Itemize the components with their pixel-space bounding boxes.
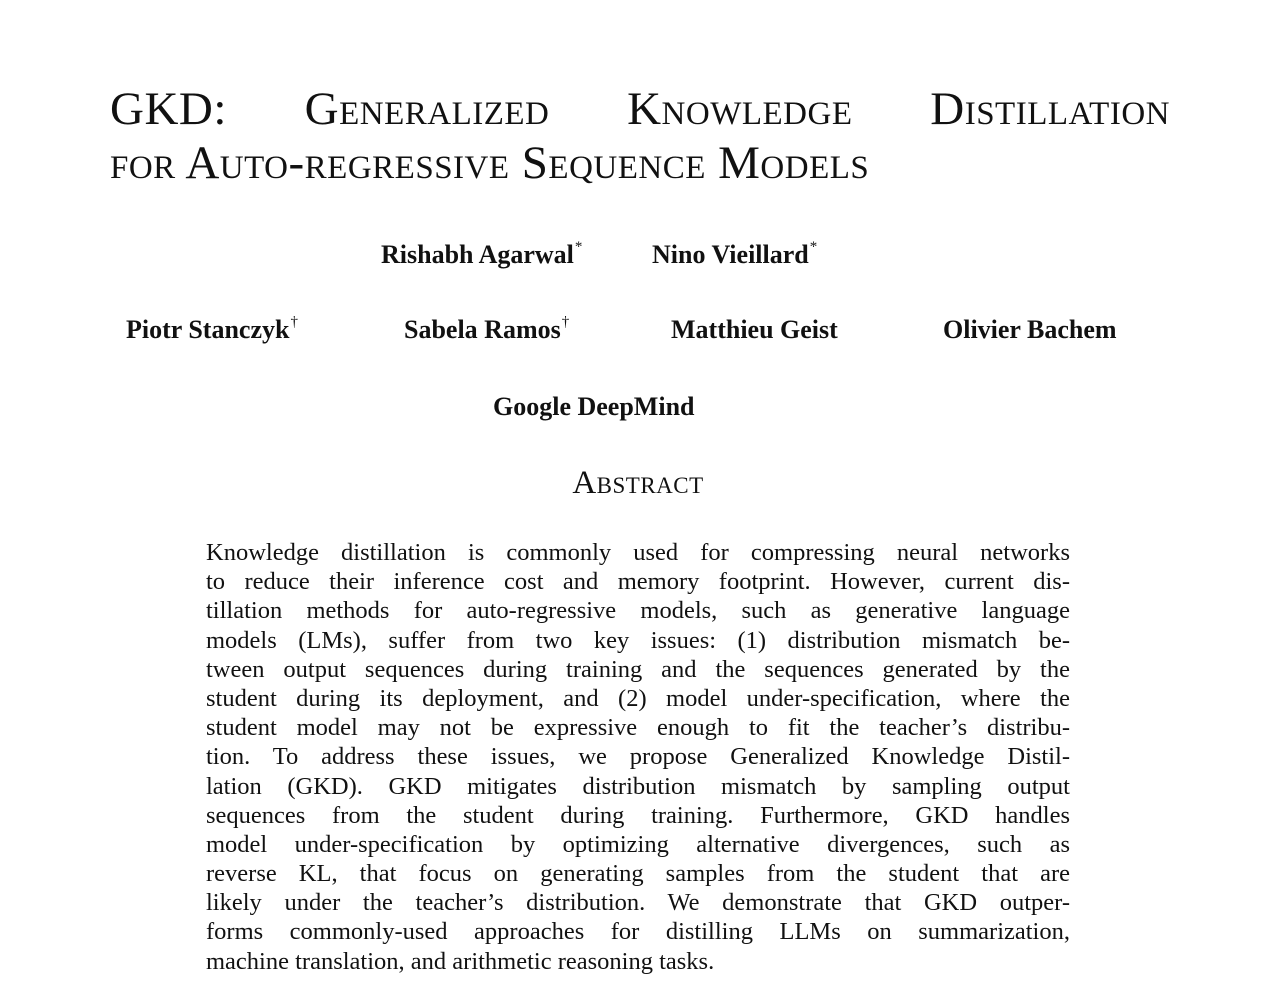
abstract-body [206,538,1070,976]
author-name: Rishabh Agarwal [381,240,574,269]
abstract-line: Knowledge distillation is commonly used for compressing neural networks [206,539,1070,566]
abstract-line: sequences from the student during training. Furthermore, GKD handles [206,801,1070,829]
author-olivier-bachem [943,315,1117,345]
abstract-line: models (LMs), suffer from two key issues: (1) distribution mismatch be- [206,626,1070,654]
paper-title [110,82,1170,190]
affiliation: Google DeepMind [493,392,695,421]
abstract-line: tillation methods for auto-regressive models, such as generative language [206,597,1070,625]
author-footnote-mark: * [574,239,583,256]
author-sabela-ramos [404,315,569,345]
author-name: Matthieu Geist [671,315,838,344]
author-name: Sabela Ramos [404,315,561,344]
abstract-line: to reduce their inference cost and memory footprint. However, current dis- [206,568,1070,596]
author-footnote-mark: * [809,239,818,256]
author-footnote-mark: † [290,314,298,331]
abstract-line: lation (GKD). GKD mitigates distribution mismatch by sampling output [206,772,1070,800]
author-piotr-stanczyk [126,315,298,345]
title-line-2: for Auto-regressive Sequence Models [110,137,870,189]
abstract-line: model under-specification by optimizing alternative divergences, such as [206,830,1070,858]
abstract-line: likely under the teacher’s distribution. We demonstrate that GKD outper- [206,889,1070,917]
abstract-line: tion. To address these issues, we propose Generalized Knowledge Distil- [206,743,1070,771]
author-matthieu-geist [671,315,838,345]
title-line-1: GKD: Generalized Knowledge Distillation [110,83,1170,135]
abstract-line: student model may not be expressive enough to fit the teacher’s distribu- [206,714,1070,742]
abstract-line: machine translation, and arithmetic reasoning tasks. [206,947,715,975]
abstract-line: tween output sequences during training and the sequences generated by the [206,655,1070,683]
author-nino-vieillard [652,240,817,270]
author-rishabh-agarwal [381,240,582,270]
abstract-line: reverse KL, that focus on generating samples from the student that are [206,860,1070,888]
author-name: Olivier Bachem [943,315,1117,344]
abstract-line: student during its deployment, and (2) model under-specification, where the [206,684,1070,712]
author-name: Nino Vieillard [652,240,809,269]
author-name: Piotr Stanczyk [126,315,290,344]
abstract-line: forms commonly-used approaches for distilling LLMs on summarization, [206,918,1070,946]
author-footnote-mark: † [561,314,570,331]
abstract-heading: Abstract [572,465,704,501]
